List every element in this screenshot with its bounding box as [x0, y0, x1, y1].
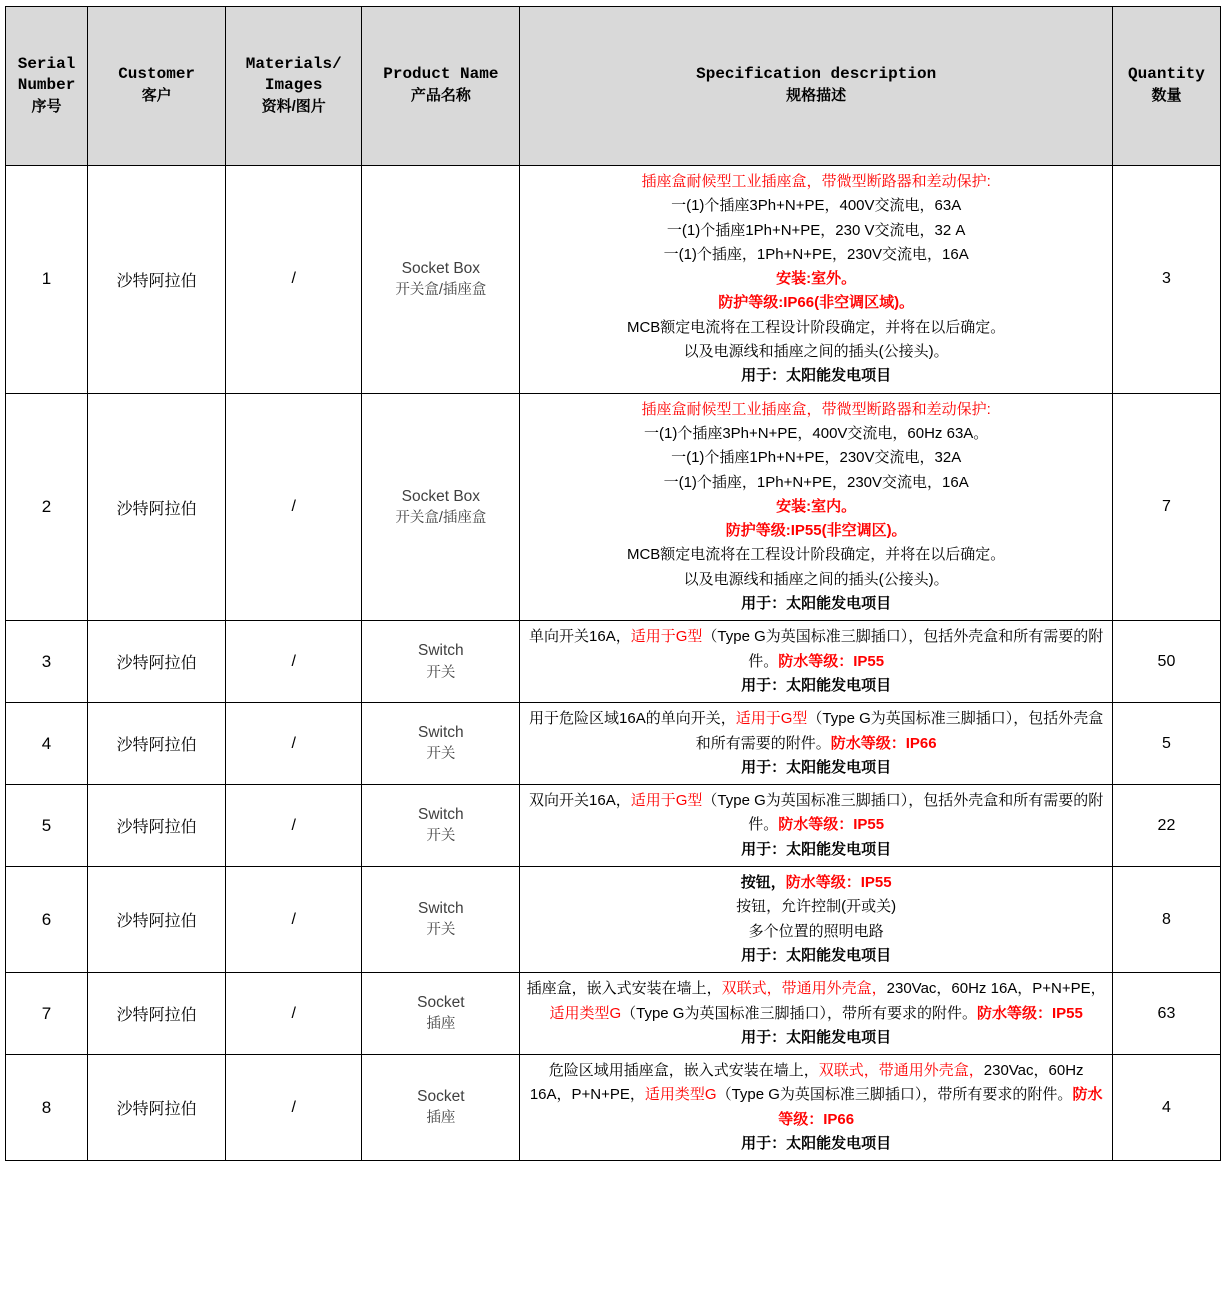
spec-line	[526, 871, 1105, 895]
spec-text-segment: 用于：太阳能发电项目	[741, 367, 892, 385]
spec-text-segment: 带微型断路器和差动保护:	[821, 173, 991, 190]
spec-line	[526, 243, 1105, 267]
spec-text-segment: 安装:室内。	[776, 497, 857, 515]
cell-specification-description	[520, 785, 1112, 867]
spec-text-segment: 适用于G型	[630, 628, 703, 646]
spec-line	[526, 920, 1105, 944]
cell-quantity: 63	[1112, 973, 1220, 1055]
spec-text-segment: 一(1)个插座1Ph+N+PE，230V交流电，32A	[671, 449, 962, 467]
spec-text-segment: 防水等级：IP55	[785, 874, 892, 892]
spec-text-segment: 用于危险区域16A的单向开关，	[529, 710, 736, 728]
spec-text-segment: 230Vac，60Hz 16A，P+N+PE，	[886, 980, 1106, 998]
product-name-cn: 开关	[426, 828, 456, 845]
cell-materials-images: /	[226, 166, 362, 394]
spec-text-segment: 双联式，带通用外壳盒，	[818, 1062, 984, 1080]
spec-text-segment: 一(1)个插座，1Ph+N+PE，230V交流电，16A	[663, 473, 969, 491]
spec-text-segment: 按钮，	[740, 874, 786, 892]
cell-customer: 沙特阿拉伯	[88, 785, 226, 867]
product-name-cn: 开关	[426, 746, 456, 763]
spec-line	[526, 977, 1105, 1026]
cell-serial-number: 2	[6, 393, 88, 621]
product-name-en: Switch	[418, 900, 464, 918]
cell-materials-images: /	[226, 393, 362, 621]
column-header-quantity	[1112, 7, 1220, 166]
product-name-en: Socket	[417, 1088, 465, 1106]
table-row	[6, 393, 1221, 621]
table-row	[6, 867, 1221, 973]
spec-line	[526, 519, 1105, 543]
cell-quantity: 3	[1112, 166, 1220, 394]
cell-customer: 沙特阿拉伯	[88, 1055, 226, 1161]
cell-specification-description	[520, 621, 1112, 703]
cell-product-name	[362, 785, 520, 867]
spec-text-segment: 防水等级：IP66	[778, 1086, 1103, 1128]
spec-text-segment: 230Vac，60Hz 16A，P+N+PE，	[529, 1062, 1084, 1104]
cell-serial-number: 1	[6, 166, 88, 394]
cell-customer: 沙特阿拉伯	[88, 166, 226, 394]
spec-line	[526, 446, 1105, 470]
column-header-product-name	[362, 7, 520, 166]
column-header-specification-description-en: Specification description	[696, 65, 937, 84]
cell-product-name	[362, 867, 520, 973]
column-header-quantity-cn: 数量	[1151, 87, 1182, 104]
cell-customer: 沙特阿拉伯	[88, 867, 226, 973]
product-name-en: Socket	[417, 994, 465, 1012]
spec-line	[526, 170, 1105, 194]
cell-product-name	[362, 1055, 520, 1161]
spec-text-segment: 插座盒，嵌入式安装在墙上，	[526, 980, 722, 998]
spec-text-segment: 防水等级：IP55	[778, 652, 885, 670]
spec-text-segment: 防水等级：IP55	[778, 816, 885, 834]
spec-text-segment: 一(1)个插座3Ph+N+PE，400V交流电，60Hz 63A。	[644, 424, 989, 442]
spec-line	[526, 316, 1105, 340]
spec-text-segment: 带微型断路器和差动保护:	[821, 400, 991, 418]
spec-line	[526, 340, 1105, 364]
column-header-materials-images-en: Materials/ Images	[245, 54, 342, 95]
spec-text-segment: MCB额定电流将在工程设计阶段确定，并将在以后确定。	[626, 546, 1006, 564]
product-name-en: Socket Box	[401, 487, 481, 505]
spec-text-segment: 一(1)个插座，1Ph+N+PE，230V交流电，16A	[663, 245, 969, 263]
spec-text-segment: 以及电源线和插座之间的插头(公接头)。	[683, 343, 949, 361]
column-header-materials-images-cn: 资料/图片	[261, 97, 326, 115]
table-row	[6, 1055, 1221, 1161]
cell-materials-images: /	[226, 785, 362, 867]
spec-line	[526, 707, 1105, 756]
cell-product-name	[362, 621, 520, 703]
cell-product-name	[362, 973, 520, 1055]
column-header-product-name-cn: 产品名称	[410, 87, 471, 104]
product-name-en: Switch	[418, 724, 464, 742]
spec-line	[526, 364, 1105, 388]
cell-serial-number: 4	[6, 703, 88, 785]
spec-text-segment: 适用于G型	[735, 710, 808, 728]
cell-materials-images: /	[226, 973, 362, 1055]
cell-quantity: 5	[1112, 703, 1220, 785]
spec-line	[526, 495, 1105, 519]
spec-text-segment: 双向开关16A，	[529, 792, 631, 810]
spec-line	[526, 219, 1105, 243]
column-header-product-name-en: Product Name	[383, 65, 499, 84]
cell-specification-description	[520, 867, 1112, 973]
table-row	[6, 703, 1221, 785]
cell-serial-number: 8	[6, 1055, 88, 1161]
spec-text-segment: 适用类型G	[644, 1086, 717, 1104]
cell-product-name	[362, 703, 520, 785]
spec-line	[526, 194, 1105, 218]
spec-text-segment: 适用类型G	[549, 1004, 622, 1022]
spec-line	[526, 944, 1105, 968]
spec-line	[526, 592, 1105, 616]
spec-text-segment: 用于：太阳能发电项目	[741, 595, 892, 613]
column-header-serial-number	[6, 7, 88, 166]
column-header-serial-number-cn: 序号	[31, 97, 62, 115]
product-name-cn: 开关	[426, 664, 456, 681]
cell-quantity: 8	[1112, 867, 1220, 973]
cell-specification-description	[520, 393, 1112, 621]
column-header-specification-description	[520, 7, 1112, 166]
cell-specification-description	[520, 166, 1112, 394]
spec-text-segment: 按钮，允许控制(开或关)	[736, 898, 897, 916]
spec-text-segment: 以及电源线和插座之间的插头(公接头)。	[683, 570, 949, 588]
spec-text-segment: 插座盒耐候型工业插座盒，	[641, 400, 822, 418]
spec-text-segment: （Type G为英国标准三脚插口），包括外壳盒和所有需要的附件。	[702, 792, 1104, 834]
column-header-customer-cn: 客户	[141, 87, 172, 104]
spec-text-segment: 多个位置的照明电路	[748, 922, 884, 940]
spec-text-segment: MCB额定电流将在工程设计阶段确定，并将在以后确定。	[626, 318, 1006, 336]
cell-materials-images: /	[226, 703, 362, 785]
cell-serial-number: 3	[6, 621, 88, 703]
spec-text-segment: 用于：太阳能发电项目	[741, 840, 892, 858]
cell-quantity: 4	[1112, 1055, 1220, 1161]
spec-line	[526, 1059, 1105, 1132]
spec-text-segment: 插座盒耐候型工业插座盒，	[641, 173, 822, 190]
spec-line	[526, 267, 1105, 291]
spec-text-segment: 用于：太阳能发电项目	[741, 946, 892, 964]
spec-line	[526, 398, 1105, 422]
spec-line	[526, 756, 1105, 780]
cell-customer: 沙特阿拉伯	[88, 393, 226, 621]
specification-table	[5, 6, 1221, 1161]
spec-line	[526, 471, 1105, 495]
column-header-specification-description-cn: 规格描述	[786, 87, 847, 104]
cell-product-name	[362, 166, 520, 394]
product-name-cn: 开关	[426, 922, 456, 939]
spec-text-segment: 用于：太阳能发电项目	[741, 1134, 892, 1152]
table-row	[6, 785, 1221, 867]
product-name-cn: 开关盒/插座盒	[395, 509, 487, 526]
spec-text-segment: 一(1)个插座1Ph+N+PE，230 V交流电，32 A	[666, 221, 966, 239]
spec-line	[526, 674, 1105, 698]
spec-line	[526, 422, 1105, 446]
cell-specification-description	[520, 973, 1112, 1055]
spec-text-segment: 一(1)个插座3Ph+N+PE，400V交流电，63A	[671, 197, 962, 215]
spec-line	[526, 895, 1105, 919]
spec-text-segment: 防水等级：IP66	[830, 734, 937, 752]
spec-line	[526, 543, 1105, 567]
cell-materials-images: /	[226, 1055, 362, 1161]
spec-line	[526, 625, 1105, 674]
cell-serial-number: 7	[6, 973, 88, 1055]
spec-text-segment: 用于：太阳能发电项目	[741, 676, 892, 694]
cell-quantity: 7	[1112, 393, 1220, 621]
cell-serial-number: 6	[6, 867, 88, 973]
spec-line	[526, 568, 1105, 592]
table-row	[6, 166, 1221, 394]
cell-materials-images: /	[226, 621, 362, 703]
cell-specification-description	[520, 703, 1112, 785]
cell-customer: 沙特阿拉伯	[88, 621, 226, 703]
spec-line	[526, 291, 1105, 315]
cell-serial-number: 5	[6, 785, 88, 867]
column-header-quantity-en: Quantity	[1128, 65, 1205, 84]
table-header-row	[6, 7, 1221, 166]
column-header-serial-number-en: Serial Number	[17, 54, 76, 95]
spec-line	[526, 838, 1105, 862]
spec-line	[526, 789, 1105, 838]
spec-text-segment: 双联式，带通用外壳盒，	[721, 980, 887, 998]
cell-specification-description	[520, 1055, 1112, 1161]
spec-text-segment: （Type G为英国标准三脚插口），带所有要求的附件。	[716, 1086, 1073, 1104]
product-name-cn: 开关盒/插座盒	[395, 282, 487, 299]
spec-text-segment: （Type G为英国标准三脚插口），包括外壳盒和所有需要的附件。	[695, 710, 1104, 752]
table-body	[6, 166, 1221, 1161]
spec-text-segment: 防护等级:IP55(非空调区)。	[725, 522, 907, 540]
spec-text-segment: 防护等级:IP66(非空调区域)。	[718, 294, 915, 312]
product-name-en: Switch	[418, 642, 464, 660]
cell-customer: 沙特阿拉伯	[88, 703, 226, 785]
spec-text-segment: 安装:室外。	[776, 270, 857, 288]
table-row	[6, 621, 1221, 703]
spec-text-segment: 用于：太阳能发电项目	[741, 758, 892, 776]
cell-quantity: 50	[1112, 621, 1220, 703]
column-header-materials-images	[226, 7, 362, 166]
product-name-en: Socket Box	[401, 259, 481, 277]
product-name-cn: 插座	[426, 1110, 456, 1127]
spec-text-segment: （Type G为英国标准三脚插口），带所有要求的附件。	[621, 1004, 977, 1022]
cell-materials-images: /	[226, 867, 362, 973]
spec-text-segment: 危险区域用插座盒，嵌入式安装在墙上，	[548, 1062, 819, 1080]
spec-text-segment: 单向开关16A，	[529, 628, 631, 646]
spec-text-segment: （Type G为英国标准三脚插口），包括外壳盒和所有需要的附件。	[702, 628, 1104, 670]
cell-product-name	[362, 393, 520, 621]
cell-customer: 沙特阿拉伯	[88, 973, 226, 1055]
product-name-en: Switch	[418, 806, 464, 824]
spec-text-segment: 防水等级：IP55	[976, 1004, 1083, 1022]
column-header-customer-en: Customer	[118, 65, 196, 84]
table-row	[6, 973, 1221, 1055]
spec-line	[526, 1026, 1105, 1050]
spec-line	[526, 1132, 1105, 1156]
table-header	[6, 7, 1221, 166]
spec-text-segment: 用于：太阳能发电项目	[741, 1028, 892, 1046]
cell-quantity: 22	[1112, 785, 1220, 867]
column-header-customer	[88, 7, 226, 166]
product-name-cn: 插座	[426, 1016, 456, 1033]
spec-text-segment: 适用于G型	[630, 792, 703, 810]
